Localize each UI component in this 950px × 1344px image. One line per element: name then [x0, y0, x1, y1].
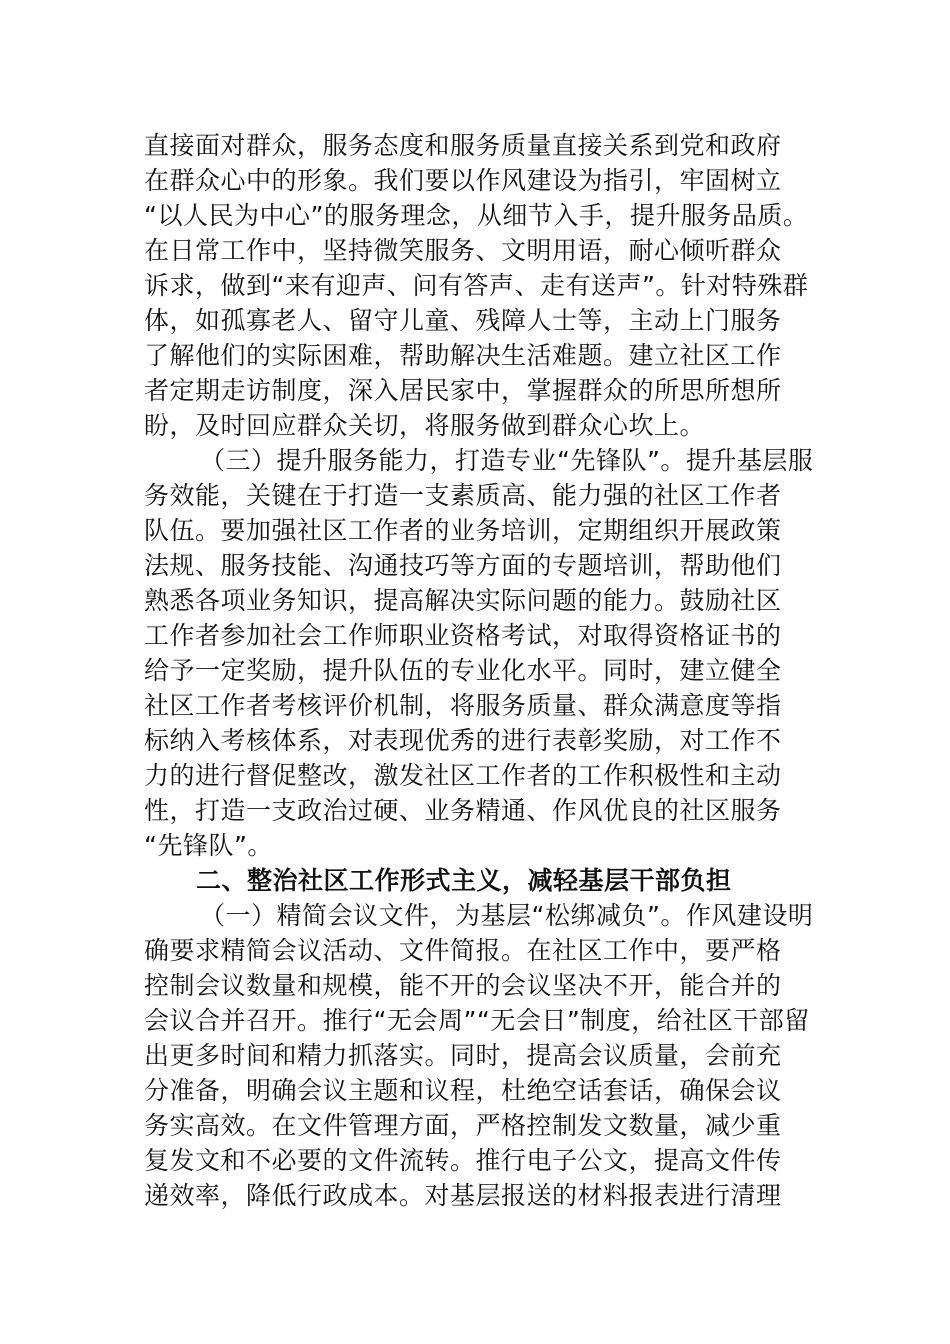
paragraph-start-line: （一）精简会议文件，为基层“松绑减负”。作风建设明 [200, 901, 814, 930]
body-text-line: “以人民为中心”的服务理念，从细节入手，提升服务品质。 [144, 201, 809, 230]
body-text-line: 法规、服务技能、沟通技巧等方面的专题培训，帮助他们 [144, 551, 782, 580]
body-text-line: 递效率，降低行政成本。对基层报送的材料报表进行清理 [144, 1181, 782, 1210]
body-text-line: 确要求精简会议活动、文件简报。在社区工作中，要严格 [144, 936, 782, 965]
body-text-line: 给予一定奖励，提升队伍的专业化水平。同时，建立健全 [144, 656, 782, 685]
body-text-line: 在日常工作中，坚持微笑服务、文明用语，耐心倾听群众 [144, 236, 782, 265]
body-text-line: 出更多时间和精力抓落实。同时，提高会议质量，会前充 [144, 1041, 782, 1070]
paragraph-start-line: （三）提升服务能力，打造专业“先锋队”。提升基层服 [200, 446, 814, 475]
body-text-line: 会议合并召开。推行“无会周”“无会日”制度，给社区干部留 [144, 1006, 810, 1035]
body-text-line: 在群众心中的形象。我们要以作风建设为指引，牢固树立 [144, 166, 782, 195]
body-text-line: 体，如孤寡老人、留守儿童、残障人士等，主动上门服务 [144, 306, 782, 335]
body-text-line: “先锋队”。 [144, 831, 273, 860]
body-text-line: 熟悉各项业务知识，提高解决实际问题的能力。鼓励社区 [144, 586, 782, 615]
body-text-line: 者定期走访制度，深入居民家中，掌握群众的所思所想所 [144, 376, 782, 405]
body-text-line: 分准备，明确会议主题和议程，杜绝空话套话，确保会议 [144, 1076, 782, 1105]
body-text-line: 务效能，关键在于打造一支素质高、能力强的社区工作者 [144, 481, 782, 510]
body-text-line: 务实高效。在文件管理方面，严格控制发文数量，减少重 [144, 1111, 782, 1140]
body-text-line: 队伍。要加强社区工作者的业务培训，定期组织开展政策 [144, 516, 782, 545]
body-text-line: 了解他们的实际困难，帮助解决生活难题。建立社区工作 [144, 341, 782, 370]
body-text-line: 工作者参加社会工作师职业资格考试，对取得资格证书的 [144, 621, 782, 650]
body-text-line: 直接面对群众，服务态度和服务质量直接关系到党和政府 [144, 131, 782, 160]
body-text-line: 标纳入考核体系，对表现优秀的进行表彰奖励，对工作不 [144, 726, 782, 755]
body-text-line: 复发文和不必要的文件流转。推行电子公文，提高文件传 [144, 1146, 782, 1175]
body-text-line: 诉求，做到“来有迎声、问有答声、走有送声”。针对特殊群 [144, 271, 809, 300]
body-text-line: 社区工作者考核评价机制，将服务质量、群众满意度等指 [144, 691, 782, 720]
body-text-line: 力的进行督促整改，激发社区工作者的工作积极性和主动 [144, 761, 782, 790]
body-text-line: 盼，及时回应群众关切，将服务做到群众心坎上。 [144, 411, 706, 440]
body-text-line: 性，打造一支政治过硬、业务精通、作风优良的社区服务 [144, 796, 782, 825]
section-heading: 二、整治社区工作形式主义，减轻基层干部负担 [196, 866, 732, 895]
body-text-line: 控制会议数量和规模，能不开的会议坚决不开，能合并的 [144, 971, 782, 1000]
